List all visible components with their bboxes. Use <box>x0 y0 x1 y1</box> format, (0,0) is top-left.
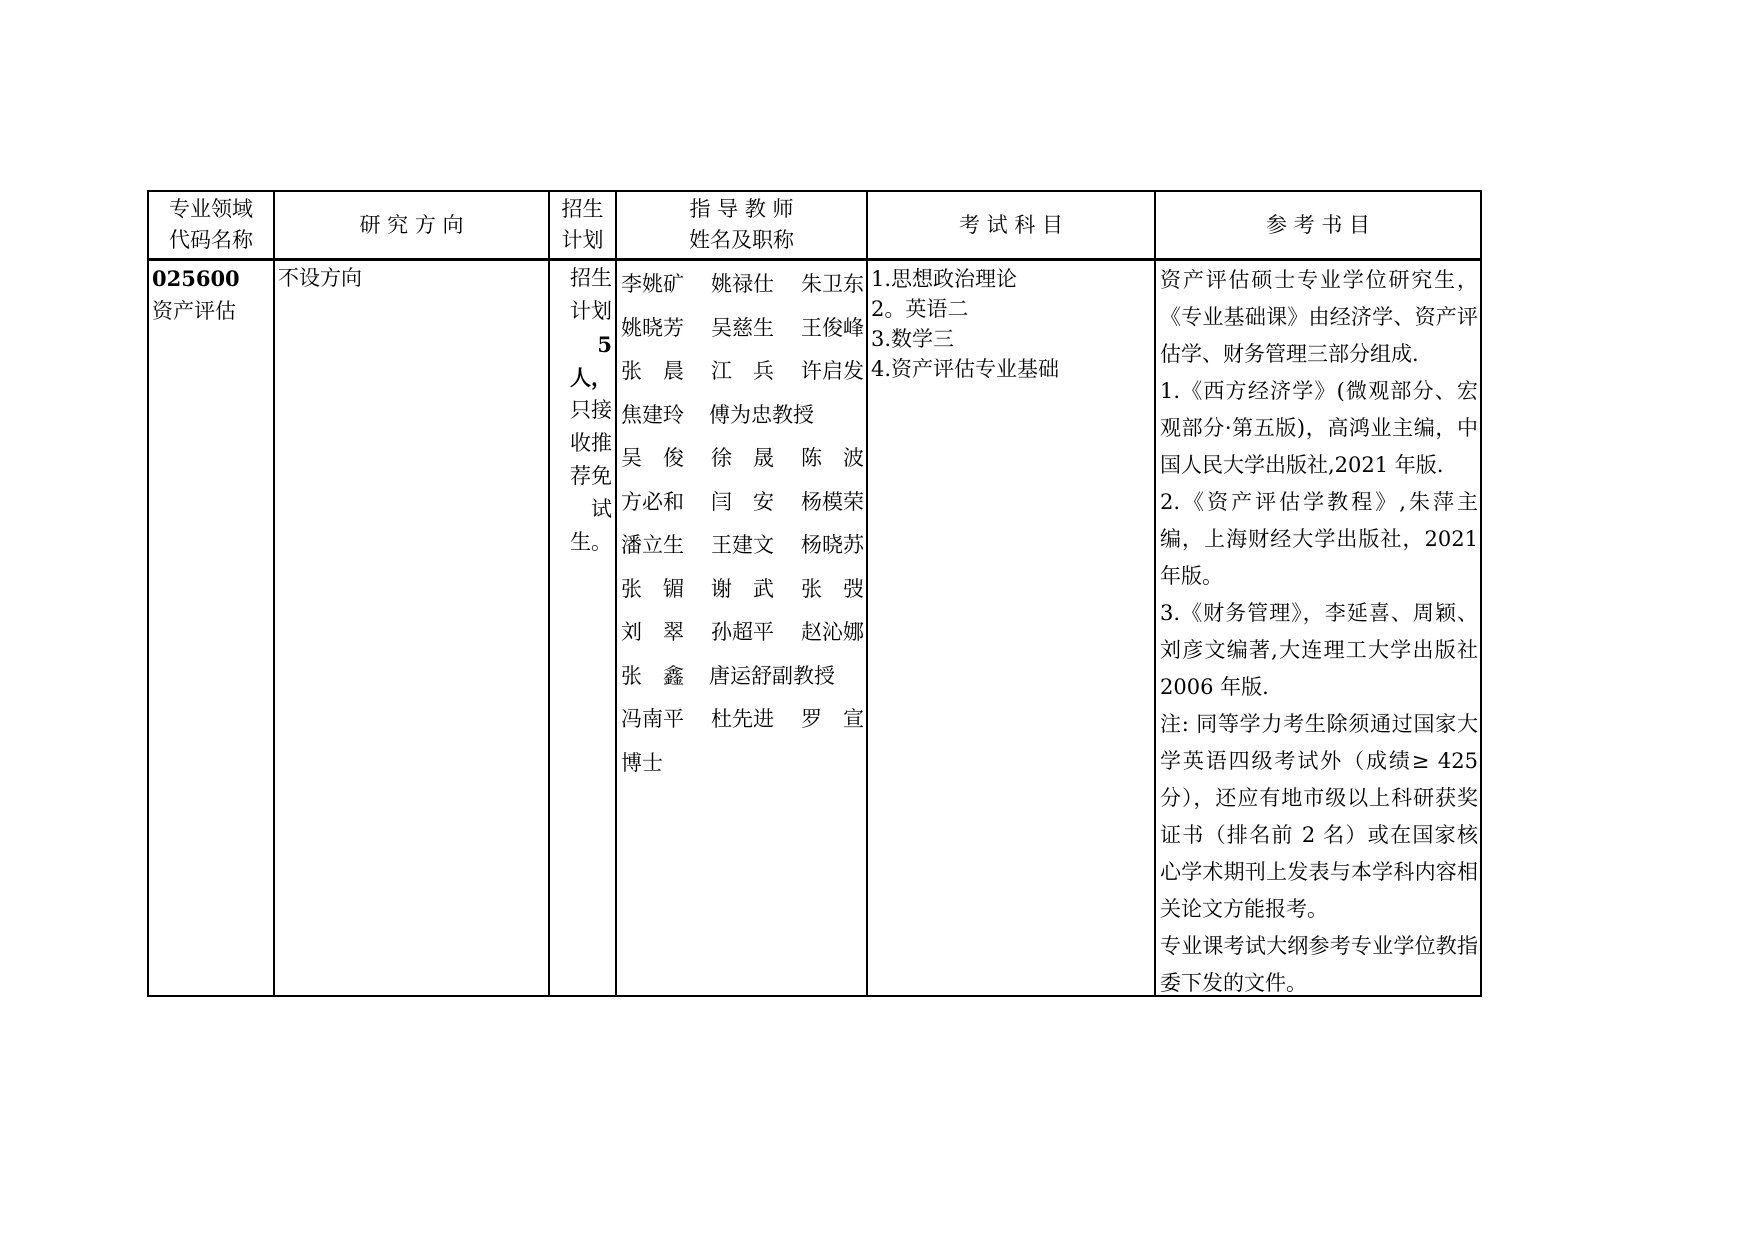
advisor-name: 杨模荣 <box>801 489 864 514</box>
advisor-name: 杨晓苏 <box>801 533 864 557</box>
header-books-label: 参 考 书 目 <box>1265 212 1371 237</box>
header-books <box>1156 192 1480 258</box>
advisor-row <box>621 742 864 786</box>
advisor-name: 江 兵 <box>711 359 774 383</box>
header-advisor <box>617 192 866 258</box>
column-divider <box>1154 192 1156 995</box>
advisor-name: 焦建玲 <box>621 402 684 427</box>
advisor-row <box>621 698 864 742</box>
book-intro: 资产评估硕士专业学位研究生，《专业基础课》由经济学、资产评估学、财务管理三部分组成. <box>1160 268 1478 366</box>
exam-subject: 2。英语二 <box>871 297 969 321</box>
plan-line: 招生 <box>570 266 612 290</box>
advisor-name: 闫 安 <box>711 489 774 514</box>
advisor-name: 王俊峰 <box>801 315 864 340</box>
header-direction <box>275 192 548 258</box>
column-divider <box>273 192 275 995</box>
plan-line: 试生。 <box>570 497 612 554</box>
exam-subject: 1.思想政治理论 <box>871 267 1018 291</box>
advisor-row <box>621 481 864 525</box>
advisor-row <box>621 307 864 351</box>
advisor-row <box>621 655 864 699</box>
advisor-row <box>621 611 864 655</box>
book-entry: 3.《财务管理》，李延喜、周颖、刘彦文编著,大连理工大学出版社 2006 年版. <box>1160 601 1478 699</box>
cell-code-name <box>152 262 272 328</box>
cell-plan <box>550 262 612 559</box>
plan-line: 5 人， <box>570 332 612 390</box>
advisor-name: 张 弢 <box>801 576 864 601</box>
advisor-name: 吴 俊 <box>621 446 684 470</box>
header-exam <box>868 192 1154 258</box>
book-note: 专业课考试大纲参考专业学位教指委下发的文件。 <box>1160 934 1478 995</box>
advisor-name: 陈 波 <box>801 446 864 470</box>
header-plan-line1: 招生 <box>561 197 604 221</box>
book-entry: 1.《西方经济学》(微观部分、宏观部分·第五版)，高鸿业主编，中国人民大学出版社,2021 年版. <box>1160 379 1478 477</box>
advisor-name: 朱卫东 <box>801 272 864 296</box>
cell-advisors <box>621 263 864 785</box>
header-code-name <box>149 192 273 258</box>
header-code-name-line1: 专业领域 <box>169 197 253 221</box>
exam-subject: 3.数学三 <box>871 327 955 351</box>
plan-line: 只接 <box>570 398 612 422</box>
header-direction-label: 研 究 方 向 <box>359 212 464 237</box>
advisor-row <box>621 568 864 612</box>
advisor-name: 张 镅 <box>621 576 684 601</box>
header-divider <box>149 258 1480 261</box>
advisor-name: 傅为忠教授 <box>709 402 814 427</box>
column-divider <box>866 192 868 995</box>
header-code-name-line2: 代码名称 <box>169 228 253 252</box>
header-plan <box>550 192 615 258</box>
book-entry: 2.《资产评估学教程》,朱萍主编，上海财经大学出版社，2021 年版。 <box>1160 490 1478 588</box>
header-plan-line2: 计划 <box>561 228 604 252</box>
advisor-row <box>621 350 864 394</box>
header-advisor-line2: 姓名及职称 <box>689 228 794 252</box>
admissions-table <box>147 190 1482 997</box>
advisor-name: 李姚矿 <box>621 272 684 296</box>
advisor-row <box>621 394 864 438</box>
book-note: 注: 同等学力考生除须通过国家大学英语四级考试外（成绩≥ 425 分），还应有地市级以上科研获奖证书（排名前 2 名）或在国家核心学术期刊上发表与本学科内容相关论文方能报考。 <box>1160 712 1478 921</box>
advisor-name: 杜先进 <box>711 707 774 731</box>
header-exam-label: 考 试 科 目 <box>958 212 1064 237</box>
advisor-row <box>621 524 864 568</box>
advisor-name: 姚禄仕 <box>711 272 774 296</box>
header-advisor-line1: 指 导 教 师 <box>689 197 794 221</box>
cell-exams <box>871 264 1153 384</box>
advisor-name: 刘 翠 <box>621 620 684 644</box>
advisor-name: 张 鑫 <box>621 663 684 688</box>
cell-direction <box>278 262 546 295</box>
column-divider <box>615 192 617 995</box>
advisor-name: 潘立生 <box>621 533 684 557</box>
advisor-name: 方必和 <box>621 489 684 514</box>
advisor-name: 王建文 <box>711 533 774 557</box>
plan-line: 荐免 <box>570 464 612 488</box>
program-name: 资产评估 <box>152 299 236 323</box>
advisor-name: 姚晓芳 <box>621 315 684 340</box>
advisor-row <box>621 263 864 307</box>
advisor-name: 赵沁娜 <box>801 620 864 644</box>
advisor-name: 孙超平 <box>711 620 774 644</box>
advisor-name: 张 晨 <box>621 359 684 383</box>
advisor-name: 许启发 <box>801 359 864 383</box>
research-direction: 不设方向 <box>278 266 362 290</box>
plan-line: 计划 <box>570 299 612 323</box>
advisor-name: 谢 武 <box>711 576 774 601</box>
plan-line: 收推 <box>570 431 612 455</box>
advisor-name: 徐 晟 <box>711 446 774 470</box>
advisor-name: 罗 宣 <box>801 707 864 731</box>
advisor-name: 冯南平 <box>621 707 684 731</box>
cell-books <box>1160 262 1478 1002</box>
exam-subject: 4.资产评估专业基础 <box>871 357 1060 381</box>
advisor-row <box>621 437 864 481</box>
advisor-name: 吴慈生 <box>711 315 774 340</box>
program-code: 025600 <box>152 266 240 291</box>
advisor-name: 博士 <box>621 750 663 775</box>
advisor-name: 唐运舒副教授 <box>709 663 835 688</box>
